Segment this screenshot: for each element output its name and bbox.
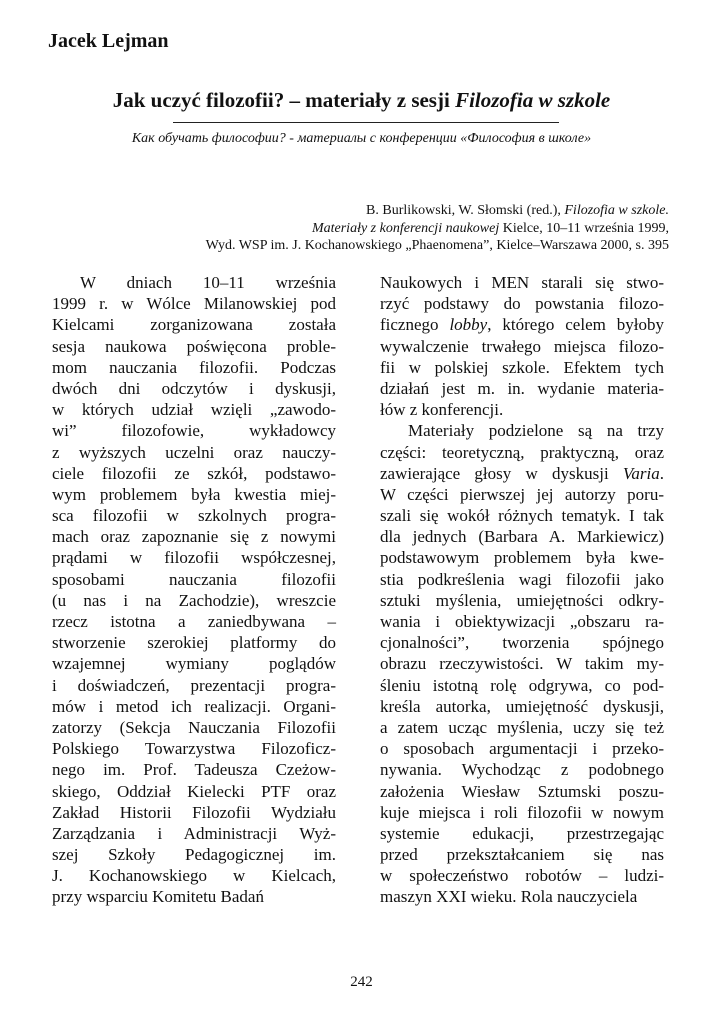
reference-line-1: [206, 202, 669, 220]
author-name: Jacek Lejman: [48, 30, 169, 52]
text-line: Materiały podzielone są na trzy: [408, 421, 664, 441]
text-line: kreśla autorka, umiejętność dyskusji,: [380, 696, 664, 716]
text-line: nego im. Prof. Tadeusza Czeżow-: [52, 760, 336, 780]
text-line: Naukowych i MEN starali się stwo-: [380, 273, 664, 292]
bibliographic-reference: [206, 202, 669, 255]
text-line: przed przekształcaniem się nas: [380, 845, 664, 865]
text-line: wywalczenie trwałego miejsca filozo-: [380, 336, 664, 356]
text-line: w których udział wzięli „zawodo-: [52, 400, 336, 420]
article-title-main: Jak uczyć filozofii? – materiały z sesji: [112, 88, 456, 112]
text-line: mach oraz zapoznanie się z nowymi: [52, 527, 336, 547]
title-divider: [173, 122, 559, 123]
reference-book-title: Filozofia w szkole.: [564, 203, 669, 218]
text-line: sca filozofii w szkolnych progra-: [52, 506, 336, 526]
text-line: fii w polskiej szkole. Efektem tych: [380, 357, 664, 377]
text-line: ciele filozofii ze szkół, podstawo-: [52, 463, 336, 483]
text-line: wi” filozofowie, wykładowcy: [52, 421, 336, 441]
article-title: [0, 88, 723, 113]
text-line: przy wsparciu Komitetu Badań: [52, 887, 264, 907]
text-line: prądami w filozofii współczesnej,: [52, 548, 336, 568]
reference-subtitle: Materiały z konferencji naukowej: [311, 220, 500, 236]
text-line: sesja naukowa poświęcona proble-: [52, 336, 336, 356]
text-line: wzajemnej wymiany poglądów: [52, 654, 336, 674]
text-line: stia podkreślenia wagi filozofii jako: [380, 569, 664, 589]
text-line: łów z konferencji.: [380, 400, 504, 420]
text-line: maszyn XXI wieku. Rola nauczyciela: [380, 887, 638, 907]
text-line: Kielcami zorganizowana została: [52, 315, 336, 335]
text-line: (u nas i na Zachodzie), wreszcie: [52, 590, 336, 610]
text-line: szej Szkoły Pedagogicznej im.: [52, 845, 336, 865]
reference-line-3: Wyd. WSP im. J. Kochanowskiego „Phaenomena”, Kielce–Warszawa 2000, s. 395: [205, 238, 669, 253]
text-line: wania i obiektywizacji „obszaru ra-: [380, 612, 664, 631]
text-line: sposobami nauczania filozofii: [52, 569, 336, 589]
reference-place-date: Kielce, 10–11 września 1999,: [499, 220, 669, 236]
text-line: rzecz istotna a zaniedbywana –: [52, 612, 336, 631]
text-line: Polskiego Towarzystwa Filozoficz-: [52, 739, 336, 759]
text-line: nywania. Wychodząc z podobnego: [380, 760, 664, 780]
text-line: sztuki myślenia, umiejętności odkry-: [380, 590, 664, 610]
text-line: podstawowym problemem była kwe-: [380, 548, 664, 568]
body-column-right: [380, 272, 664, 908]
text-line: mów i metod ich realizacji. Organi-: [52, 696, 336, 716]
text-line: W części pierwszej jej autorzy poru-: [380, 484, 664, 504]
text-line: obrazu rzeczywistości. W takim my-: [380, 654, 664, 674]
text-line: wym problemem była kwestia miej-: [52, 484, 336, 504]
text-line: śleniu istotną rolę odgrywa, co pod-: [380, 675, 664, 695]
text-line: Zakład Historii Filozofii Wydziału: [52, 802, 336, 822]
text-line: J. Kochanowskiego w Kielcach,: [52, 866, 336, 886]
text-line: ficznego lobby, którego celem byłoby: [380, 315, 664, 335]
italic-term: lobby: [449, 315, 488, 335]
text-line: Zarządzania i Administracji Wyż-: [52, 823, 336, 843]
text-line: założenia Wiesław Sztumski poszu-: [380, 781, 664, 801]
text-line: zatorzy (Sekcja Nauczania Filozofii: [52, 717, 336, 737]
article-title-italic: Filozofia w szkole: [455, 88, 611, 112]
page-number: 242: [350, 974, 373, 990]
italic-term: Varia: [622, 463, 660, 483]
text-line: o sposobach argumentacji i przeko-: [380, 739, 664, 759]
reference-line-2: [206, 220, 669, 238]
text-line: a zatem ucząc myślenia, uczy się też: [380, 717, 664, 737]
russian-subtitle: Как обучать философии? - материалы с конференции «Философия в школе»: [131, 131, 592, 146]
text-line: zawierające głosy w dyskusji Varia.: [380, 463, 664, 483]
text-line: W dniach 10–11 września: [80, 273, 336, 292]
text-line: rzyć podstawy do powstania filozo-: [380, 294, 664, 314]
text-line: i doświadczeń, prezentacji progra-: [52, 675, 336, 695]
text-line: systemie edukacji, przestrzegając: [380, 823, 664, 843]
text-line: kuje miejsca i roli filozofii w nowym: [380, 802, 664, 822]
text-line: działań jest m. in. wydanie materia-: [380, 378, 664, 398]
body-column-left: [52, 272, 336, 908]
text-line: części: teoretyczną, praktyczną, oraz: [380, 442, 664, 462]
text-line: w społeczeństwo robotów – ludzi-: [380, 866, 664, 886]
text-line: cjonalności”, tworzenia spójnego: [380, 633, 664, 653]
text-line: dwóch dni odczytów i dyskusji,: [52, 378, 336, 398]
text-line: z wyższych uczelni oraz nauczy-: [52, 442, 336, 462]
text-line: dla jednych (Barbara A. Markiewicz): [380, 527, 664, 547]
text-line: szali się wokół różnych tematyk. I tak: [380, 506, 664, 526]
text-line: mom nauczania filozofii. Podczas: [52, 357, 336, 377]
text-line: 1999 r. w Wólce Milanowskiej pod: [52, 294, 336, 314]
text-line: skiego, Oddział Kielecki PTF oraz: [52, 781, 336, 801]
reference-editors: B. Burlikowski, W. Słomski (red.),: [366, 203, 565, 218]
text-line: stworzenie szerokiej platformy do: [52, 633, 336, 653]
